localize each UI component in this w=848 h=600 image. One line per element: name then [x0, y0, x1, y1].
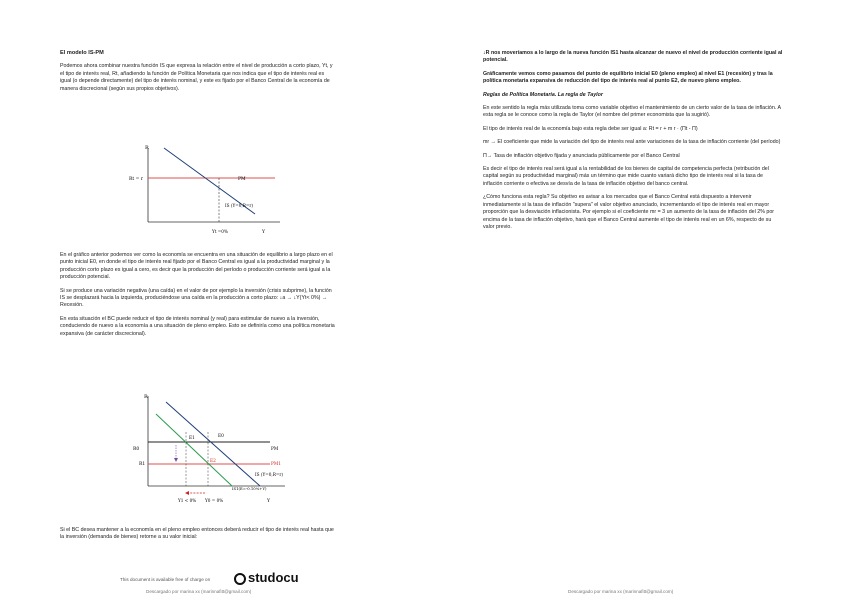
pm-label: PM	[271, 447, 279, 452]
rate-cut-arrowhead	[174, 458, 178, 462]
y-axis-label: R	[144, 394, 148, 400]
paragraph: Si se produce una variación negativa (una caída) en el valor de por ejemplo la inversión (crisis subprime), la función IS se desplazará hacia la izquierda, produciéndose una caída en la producción a corto plazo: ↓a → ↓Y(Yt< 0%) → Recesión.	[60, 287, 332, 309]
paragraph: Gráficamente vemos como pasamos del punto de equilibrio inicial E0 (pleno empleo) al nivel E1 (recesión) y tras la política monetaria expansiva de reducción del tipo de interés real al punto E2, de nuevo pleno empleo.	[483, 70, 773, 85]
is-label: IS (Y=0,R=r)	[225, 203, 254, 208]
studocu-logo[interactable]	[234, 570, 299, 585]
studocu-logo-icon	[234, 573, 246, 585]
paragraph: ¿Cómo funciona esta regla? Su objetivo es avisar a los mercados que el Banco Central está dispuesto a intervenir inmediatamente si la tasa de inflación "supera" el valor objetivo anunciado, incrementando el tipo de interés real en mayor proporción que la desviación inflacionista. Por ejemplo si el coeficiente mr = 3 un aumento de la tasa de inflación del 2% por encima de la tasa de inflación objetivo, hará que el Banco Central aumente el tipo de interés real en un 6%, respecto de su valor previo.	[483, 194, 775, 230]
right-column	[483, 50, 783, 237]
subsection-title: Reglas de Política Monetaria. La regla de Taylor	[483, 91, 603, 98]
e2-label: E2	[210, 459, 216, 464]
y1-label: Y1 < 0%	[178, 498, 197, 503]
left-column	[60, 50, 335, 99]
paragraph: Π→ Tasa de inflación objetivo fijada y anunciada públicamente por el Banco Central	[483, 152, 680, 159]
is-label: IS (Y=0,R=r)	[255, 472, 284, 477]
output-arrowhead	[185, 491, 189, 495]
paragraph: En esta situación el BC puede reducir el tipo de interés nominal (y real) para estimular de nuevo a la inversión, conduciendo de nuevo a la economía a una situación de pleno empleo. Esto se definiría como una política monetaria expansiva (de carácter discrecional).	[60, 315, 335, 337]
r1-label: R1	[139, 462, 146, 467]
is1-label: IS1(E=-0.10%+Y)	[232, 486, 267, 491]
is-pm-graph	[115, 144, 290, 244]
paragraph: En este sentido la regla más utilizada toma como variable objetivo el mantenimiento de un cierto valor de la tasa de inflación. A esta regla se le conoce como la regla de Taylor (el nombre del primer economista que la sugirió).	[483, 105, 781, 119]
section-title: El modelo IS-PM	[60, 50, 104, 56]
e0-label: E0	[218, 434, 224, 439]
pm-label: PM	[238, 177, 246, 182]
eq-label: Yt =0%	[212, 229, 228, 234]
doc-note: This document is available free of charge on	[120, 577, 211, 582]
y-axis-label: R	[145, 145, 149, 151]
paragraph: El tipo de interés real de la economía bajo esta regla debe ser igual a: Rt = r + m r · (Πt - Π)	[483, 125, 698, 132]
e1-label: E1	[189, 436, 195, 441]
r0-label: R0	[133, 447, 140, 452]
is-curve	[166, 402, 260, 486]
r-label: Rt = r	[129, 177, 143, 182]
policy-graph	[120, 390, 295, 510]
paragraph: ↓R nos moveríamos a lo largo de la nueva función IS1 hasta alcanzar de nuevo el nivel de producción corriente igual al potencial.	[483, 50, 783, 64]
is1-curve	[156, 414, 232, 486]
paragraph: Si el BC desea mantener a la economía en el pleno empleo entonces deberá reducir el tipo de interés real hasta que la inversión (demanda de bienes) retorne a su valor inicial:	[60, 527, 334, 541]
left-column-end	[60, 527, 335, 548]
y0-label: Y0 = 0%	[205, 498, 224, 503]
left-column-continued	[60, 252, 335, 344]
paragraph: En el gráfico anterior podemos ver como la economía se encuentra en una situación de equilibrio a largo plazo en el punto inicial E0, en donde el tipo de interés real fijado por el Banco Central es igual a la productividad marginal y la producción corto plazo es igual a cero, es decir que la producción del período o producción corriente será igual a la producción potencial.	[60, 252, 333, 281]
pm1-label: PM1	[271, 462, 282, 467]
download-note-left: Descargado por marina xx (marinnafitt@gmail.com)	[146, 589, 252, 594]
download-note-right: Descargado por marina xx (marinnafitt@gmail.com)	[568, 589, 674, 594]
paragraph: Es decir el tipo de interés real será igual a la rentabilidad de los bienes de capital de competencia perfecta (retribución del capital según su productividad marginal) más un término que mide cuanto variará dicho tipo de interés real si la tasa de inflación corriente o efectiva se desvía de la tasa de inflación objetivo del banco central.	[483, 166, 769, 187]
brand-label: studocu	[248, 570, 299, 585]
x-axis-label: Y	[267, 499, 270, 504]
paragraph: mr → El coeficiente que mide la variación del tipo de interés real ante variaciones de la tasa de inflación corriente (del período)	[483, 139, 781, 146]
x-axis-label: Y	[262, 230, 265, 235]
paragraph: Podemos ahora combinar nuestra función IS que expresa la relación entre el nivel de producción a corto plazo, Yt, y el tipo de interés real, Rt, añadiendo la función de Política Monetaria que nos indica que el tipo de interés real es igual (o depende directamente) del tipo de interés nominal, y este es fijado por el Banco Central de la economía de manera discrecional (según sus propios objetivos).	[60, 63, 333, 92]
